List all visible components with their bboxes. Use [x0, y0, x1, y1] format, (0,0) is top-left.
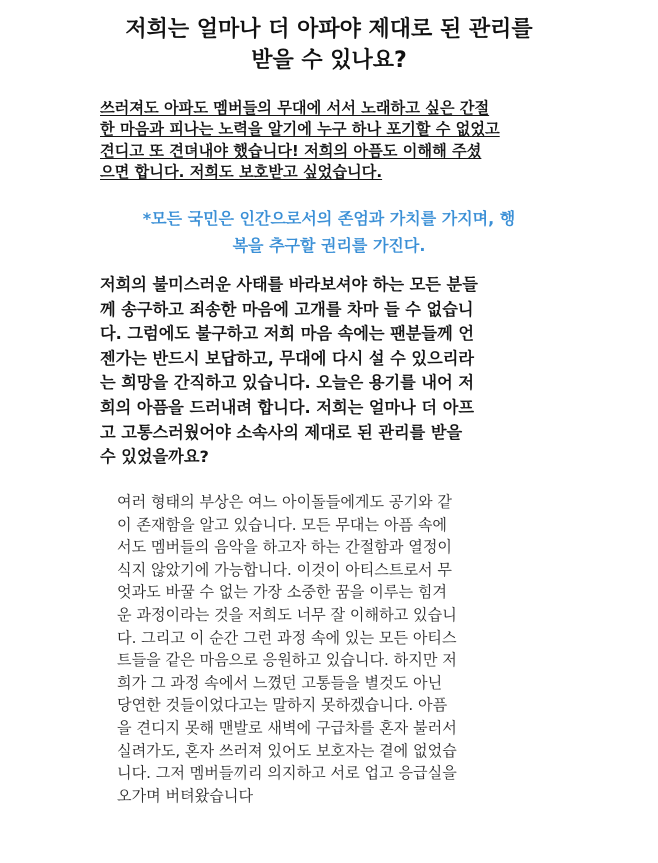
bold-paragraph-line: 수 있었을까요? — [100, 447, 209, 467]
plain-paragraph-line: 운 과정이라는 것을 저희도 너무 잘 이해하고 있습니 — [117, 605, 457, 624]
plain-paragraph-line: 식지 않았기에 가능합니다. 이것이 아티스트로서 무 — [117, 560, 452, 579]
plain-paragraph-line: 여러 형태의 부상은 여느 아이돌들에게도 공기와 같 — [117, 493, 452, 511]
plain-paragraph-line: 이 존재함을 알고 있습니다. 모든 무대는 아픔 속에 — [117, 515, 447, 534]
quote-line-2: 복을 추구할 권리를 가진다. — [232, 236, 426, 255]
bold-paragraph-line: 다. 그럼에도 불구하고 저희 마음 속에는 팬분들께 언 — [100, 324, 474, 344]
bold-paragraph-line: 젠가는 반드시 보답하고, 무대에 다시 설 수 있으리라 — [100, 348, 474, 368]
bold-paragraph — [100, 273, 570, 470]
bold-paragraph-line: 께 송구하고 죄송한 마음에 고개를 차마 들 수 없습니 — [100, 299, 474, 319]
title-line-2: 받을 수 있나요? — [251, 48, 407, 73]
plain-paragraph-line: 당연한 것들이었다고는 말하지 못하겠습니다. 아픔 — [117, 696, 448, 715]
plain-paragraph-line: 트들을 같은 마음으로 응원하고 있습니다. 하지만 저 — [117, 651, 457, 670]
bold-paragraph-line: 희의 아픔을 드러내려 합니다. 저희는 얼마나 더 아프 — [100, 397, 474, 417]
bold-paragraph-line: 는 희망을 간직하고 있습니다. 오늘은 용기를 내어 저 — [100, 373, 474, 393]
plain-paragraph — [117, 491, 577, 807]
plain-paragraph-line: 서도 멤버들의 음악을 하고자 하는 간절함과 열정이 — [117, 538, 452, 557]
bold-paragraph-line: 저희의 불미스러운 사태를 바라보셔야 하는 모든 분들 — [100, 275, 478, 294]
constitution-quote — [104, 205, 554, 259]
underlined-line: 쓰러져도 아파도 멤버들의 무대에 서서 노래하고 싶은 간절 — [100, 99, 490, 117]
quote-line-1: *모든 국민은 인간으로서의 존엄과 가치를 가지며, 행 — [142, 209, 516, 228]
plain-paragraph-line: 오가며 버텨왔습니다 — [117, 786, 254, 805]
plain-paragraph-line: 실려가도, 혼자 쓰러져 있어도 보호자는 곁에 없었습 — [117, 741, 457, 760]
underlined-line: 견디고 또 견뎌내야 했습니다! 저희의 아픔도 이해해 주셨 — [100, 141, 482, 160]
plain-paragraph-line: 니다. 그저 멤버들끼리 의지하고 서로 업고 응급실을 — [117, 764, 457, 783]
underlined-line: 한 마음과 피나는 노력을 알기에 누구 하나 포기할 수 없었고 — [100, 120, 500, 139]
plain-paragraph-line: 희가 그 과정 속에서 느꼈던 고통들을 별것도 아닌 — [117, 673, 443, 692]
plain-paragraph-line: 을 견디지 못해 맨발로 새벽에 구급차를 혼자 불러서 — [117, 718, 457, 737]
document-title — [60, 14, 598, 76]
plain-paragraph-line: 엇과도 바꿀 수 없는 가장 소중한 꿈을 이루는 힘겨 — [117, 583, 447, 602]
bold-paragraph-line: 고 고통스러웠어야 소속사의 제대로 된 관리를 받을 — [100, 422, 463, 442]
plain-paragraph-line: 다. 그리고 이 순간 그런 과정 속에 있는 모든 아티스 — [117, 628, 457, 647]
underlined-line: 으면 합니다. 저희도 보호받고 싶었습니다. — [100, 163, 383, 182]
title-line-1: 저희는 얼마나 더 아파야 제대로 된 관리를 — [125, 17, 533, 42]
underlined-paragraph — [100, 98, 570, 184]
